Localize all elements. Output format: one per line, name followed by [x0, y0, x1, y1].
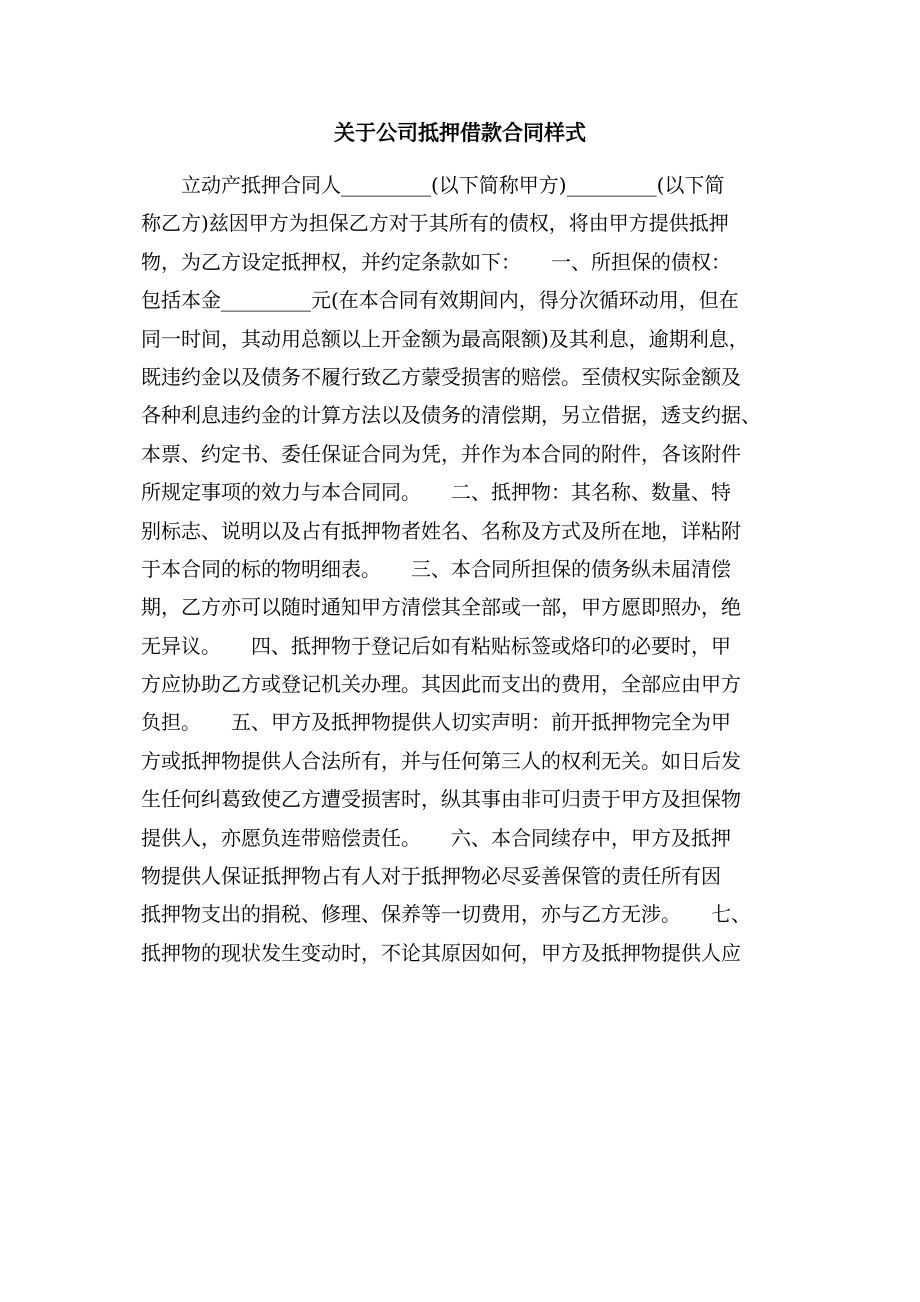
- document-body: [141, 166, 781, 972]
- body-line: 立动产抵押合同人_________(以下简称甲方)_________(以下简: [141, 173, 725, 197]
- body-line: 方或抵押物提供人合法所有，并与任何第三人的权利无关。如日后发: [141, 748, 741, 773]
- body-line: 无异议。 四、抵押物于登记后如有粘贴标签或烙印的必要时，甲: [141, 633, 731, 658]
- body-line: 生任何纠葛致使乙方遭受损害时，纵其事由非可归责于甲方及担保物: [141, 787, 741, 812]
- body-line: 抵押物支出的捐税、修理、保养等一切费用，亦与乙方无涉。 七、: [141, 902, 751, 927]
- body-line: 包括本金_________元(在本合同有效期间内，得分次循环动用，但在: [141, 288, 739, 313]
- body-line: 本票、约定书、委任保证合同为凭，并作为本合同的附件，各该附件: [141, 441, 741, 466]
- body-line: 物提供人保证抵押物占有人对于抵押物必尽妥善保管的责任所有因: [141, 864, 721, 889]
- document-title: 关于公司抵押借款合同样式: [334, 121, 586, 145]
- body-line: 方应协助乙方或登记机关办理。其因此而支出的费用，全部应由甲方: [141, 672, 741, 697]
- body-line: 于本合同的标的物明细表。 三、本合同所担保的债务纵未届清偿: [141, 556, 731, 581]
- body-line: 各种利息违约金的计算方法以及债务的清偿期，另立借据，透支约据、: [141, 403, 761, 428]
- body-line: 称乙方)兹因甲方为担保乙方对于其所有的债权，将由甲方提供抵押: [141, 211, 729, 236]
- body-line: 抵押物的现状发生变动时，不论其原因如何，甲方及抵押物提供人应: [141, 940, 741, 965]
- body-line: 所规定事项的效力与本合同同。 二、抵押物：其名称、数量、特: [141, 480, 731, 505]
- body-line: 提供人，亦愿负连带赔偿责任。 六、本合同续存中，甲方及抵押: [141, 825, 731, 850]
- body-line: 同一时间，其动用总额以上开金额为最高限额)及其利息，逾期利息，: [141, 326, 749, 351]
- body-line: 物，为乙方设定抵押权，并约定条款如下： 一、所担保的债权：: [141, 249, 731, 274]
- body-line: 别标志、说明以及占有抵押物者姓名、名称及方式及所在地，详粘附: [141, 518, 741, 543]
- body-line: 负担。 五、甲方及抵押物提供人切实声明：前开抵押物完全为甲: [141, 710, 731, 735]
- body-line: 既违约金以及债务不履行致乙方蒙受损害的赔偿。至债权实际金额及: [141, 364, 741, 389]
- body-line: 期，乙方亦可以随时通知甲方清偿其全部或一部，甲方愿即照办，绝: [141, 595, 741, 620]
